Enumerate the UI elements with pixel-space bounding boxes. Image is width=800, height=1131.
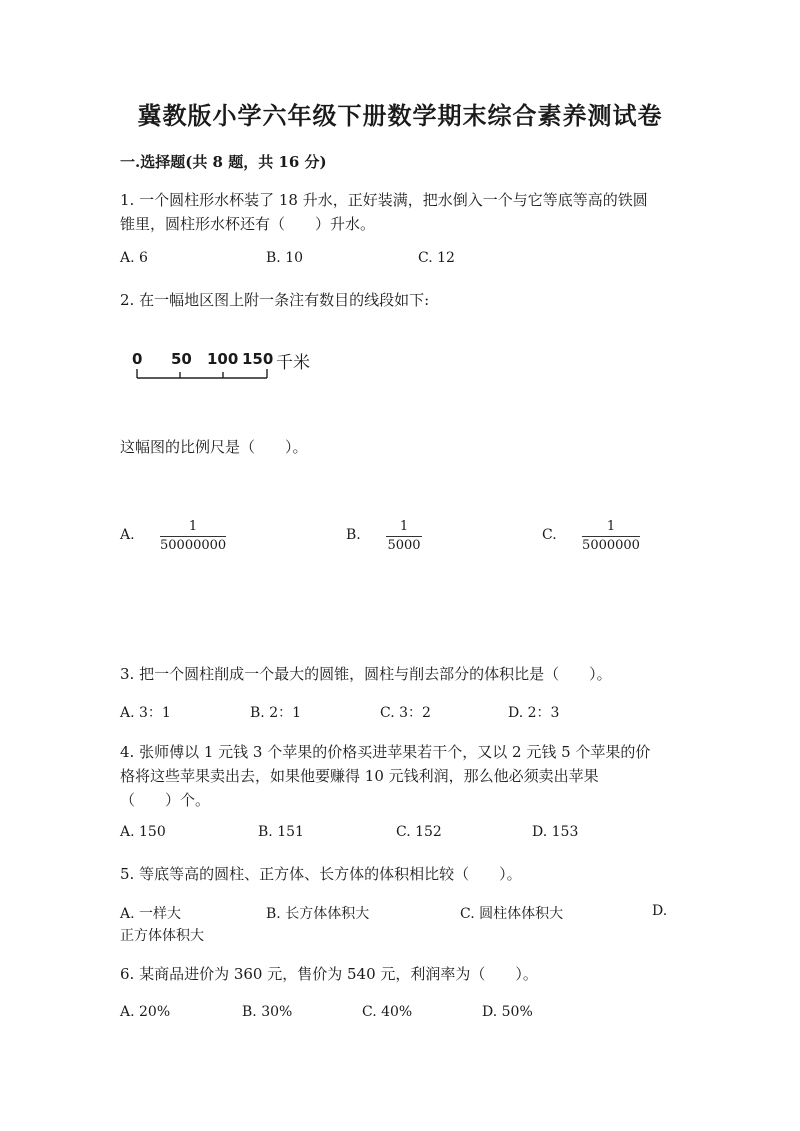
q2-option-b-letter: B. bbox=[346, 527, 361, 543]
question-4-line-3: （ ）个。 bbox=[120, 791, 211, 809]
scale-label-0: 0 bbox=[132, 350, 143, 368]
scale-bar-line bbox=[134, 368, 274, 382]
q2-option-b-fraction bbox=[386, 519, 422, 554]
fraction-bar bbox=[386, 536, 422, 537]
question-1-line-2: 锥里，圆柱形水杯还有（ ）升水。 bbox=[120, 215, 376, 233]
q6-option-a: A. 20% bbox=[120, 1004, 171, 1020]
question-2-prompt: 这幅图的比例尺是（ ）。 bbox=[120, 438, 308, 456]
q2-option-b-denominator: 5000 bbox=[387, 538, 421, 553]
question-3-text: 3. 把一个圆柱削成一个最大的圆锥，圆柱与削去部分的体积比是（ ）。 bbox=[120, 665, 612, 683]
q6-option-b: B. 30% bbox=[242, 1004, 293, 1020]
q3-option-d: D. 2：3 bbox=[508, 705, 560, 721]
q2-option-a-fraction bbox=[160, 519, 226, 554]
q5-option-a: A. 一样大 bbox=[120, 906, 182, 922]
scale-unit: 千米 bbox=[276, 353, 310, 373]
question-4-line-1: 4. 张师傅以 1 元钱 3 个苹果的价格买进苹果若干个，又以 2 元钱 5 个苹果的价 bbox=[120, 743, 651, 761]
q2-option-c-numerator: 1 bbox=[606, 519, 616, 534]
scale-label-150: 150 bbox=[242, 350, 274, 368]
scale-label-100: 100 bbox=[207, 350, 239, 368]
section-heading: 一.选择题(共 8 题，共 16 分) bbox=[120, 153, 327, 171]
q2-option-a-denominator: 50000000 bbox=[160, 538, 227, 553]
q1-option-a: A. 6 bbox=[120, 250, 148, 266]
fraction-bar bbox=[582, 536, 640, 537]
q2-option-b-numerator: 1 bbox=[399, 519, 409, 534]
q4-option-a: A. 150 bbox=[120, 824, 166, 840]
q3-option-a: A. 3：1 bbox=[120, 705, 171, 721]
fraction-bar bbox=[160, 536, 226, 537]
q5-option-d: D. bbox=[652, 903, 668, 919]
q6-option-d: D. 50% bbox=[482, 1004, 533, 1020]
question-1-line-1: 1. 一个圆柱形水杯装了 18 升水，正好装满，把水倒入一个与它等底等高的铁圆 bbox=[120, 191, 648, 209]
q2-option-a-letter: A. bbox=[120, 527, 135, 543]
q2-option-c-denominator: 5000000 bbox=[582, 538, 640, 553]
q3-option-b: B. 2：1 bbox=[250, 705, 302, 721]
q5-option-b: B. 长方体体积大 bbox=[266, 906, 370, 922]
question-4-line-2: 格将这些苹果卖出去，如果他要赚得 10 元钱利润，那么他必须卖出苹果 bbox=[120, 767, 599, 785]
q4-option-d: D. 153 bbox=[532, 824, 579, 840]
q3-option-c: C. 3：2 bbox=[380, 705, 431, 721]
q1-option-c: C. 12 bbox=[418, 250, 455, 266]
scale-label-50: 50 bbox=[171, 350, 192, 368]
q4-option-c: C. 152 bbox=[396, 824, 442, 840]
q4-option-b: B. 151 bbox=[258, 824, 304, 840]
q2-option-c-fraction bbox=[582, 519, 640, 554]
q2-option-a-numerator: 1 bbox=[188, 519, 198, 534]
question-6-text: 6. 某商品进价为 360 元，售价为 540 元，利润率为（ ）。 bbox=[120, 965, 538, 983]
question-5-text: 5. 等底等高的圆柱、正方体、长方体的体积相比较（ ）。 bbox=[120, 865, 522, 883]
q1-option-b: B. 10 bbox=[266, 250, 304, 266]
question-2-text: 2. 在一幅地区图上附一条注有数目的线段如下: bbox=[120, 291, 430, 309]
q5-option-c: C. 圆柱体体积大 bbox=[460, 906, 564, 922]
page-title: 冀教版小学六年级下册数学期末综合素养测试卷 bbox=[137, 101, 663, 130]
q5-option-d-continued: 正方体体积大 bbox=[120, 928, 204, 944]
q2-option-c-letter: C. bbox=[542, 527, 557, 543]
q6-option-c: C. 40% bbox=[362, 1004, 413, 1020]
